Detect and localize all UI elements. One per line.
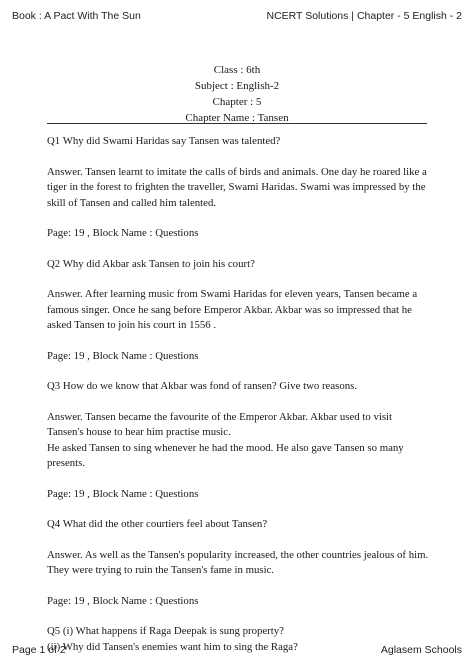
answer-2: Answer. After learning music from Swami Haridas for eleven years, Tansen became a famous singer. Once he sang before Emperor Akbar. Akbar was so impressed that he asked Tansen to join his court in 1556 . — [47, 288, 418, 331]
question-3: Q3 How do we know that Akbar was fond of ransen? Give two reasons. — [47, 380, 358, 392]
answer-1: Answer. Tansen learnt to imitate the calls of birds and animals. One day he roared like a tiger in the forest to frighten the traveller, Swami Haridas. Swami was impressed by the skill of Tansen and called him talented. — [47, 165, 427, 209]
reference-4: Page: 19 , Block Name : Questions — [47, 594, 199, 607]
question-2: Q2 Why did Akbar ask Tansen to join his court? — [47, 257, 255, 270]
publisher-name: Aglasem Schools — [380, 644, 462, 656]
reference-2: Page: 19 , Block Name : Questions — [47, 349, 199, 362]
question-5a: Q5 (i) What happens if Raga Deepak is sung property? — [47, 625, 284, 637]
solution-title: NCERT Solutions | Chapter - 5 English - 2 — [266, 10, 462, 22]
reference-1: Page: 19 , Block Name : Questions — [47, 227, 199, 239]
class-line: Class : 6th — [213, 64, 261, 76]
chapter-meta — [0, 62, 474, 126]
question-4: Q4 What did the other courtiers feel about Tansen? — [47, 518, 268, 530]
chapter-line: Chapter : 5 — [212, 96, 262, 108]
chapter-name-line: Chapter Name : Tansen — [185, 112, 289, 124]
page-number: Page 1 of 2 — [12, 644, 66, 656]
question-5b: (ii) Why did Tansen's enemies want him to sing the Raga? — [47, 640, 298, 653]
subject-line: Subject : English-2 — [194, 80, 280, 92]
page-footer — [12, 644, 462, 656]
page-header — [12, 10, 462, 22]
answer-3a: Answer. Tansen became the favourite of the Emperor Akbar. Akbar used to visit Tansen's house to hear him practise music. — [47, 410, 393, 438]
answer-3b: He asked Tansen to sing whenever he had the mood. He also gave Tansen so many presents. — [47, 441, 404, 469]
divider — [47, 123, 427, 124]
book-title: Book : A Pact With The Sun — [12, 10, 141, 22]
question-1: Q1 Why did Swami Haridas say Tansen was talented? — [47, 135, 281, 147]
answer-4: Answer. As well as the Tansen's popularity increased, the other countries jealous of him. They were trying to ruin the Tansen's fame in music. — [47, 548, 429, 576]
document-body — [47, 134, 431, 670]
reference-3: Page: 19 , Block Name : Questions — [47, 487, 199, 500]
